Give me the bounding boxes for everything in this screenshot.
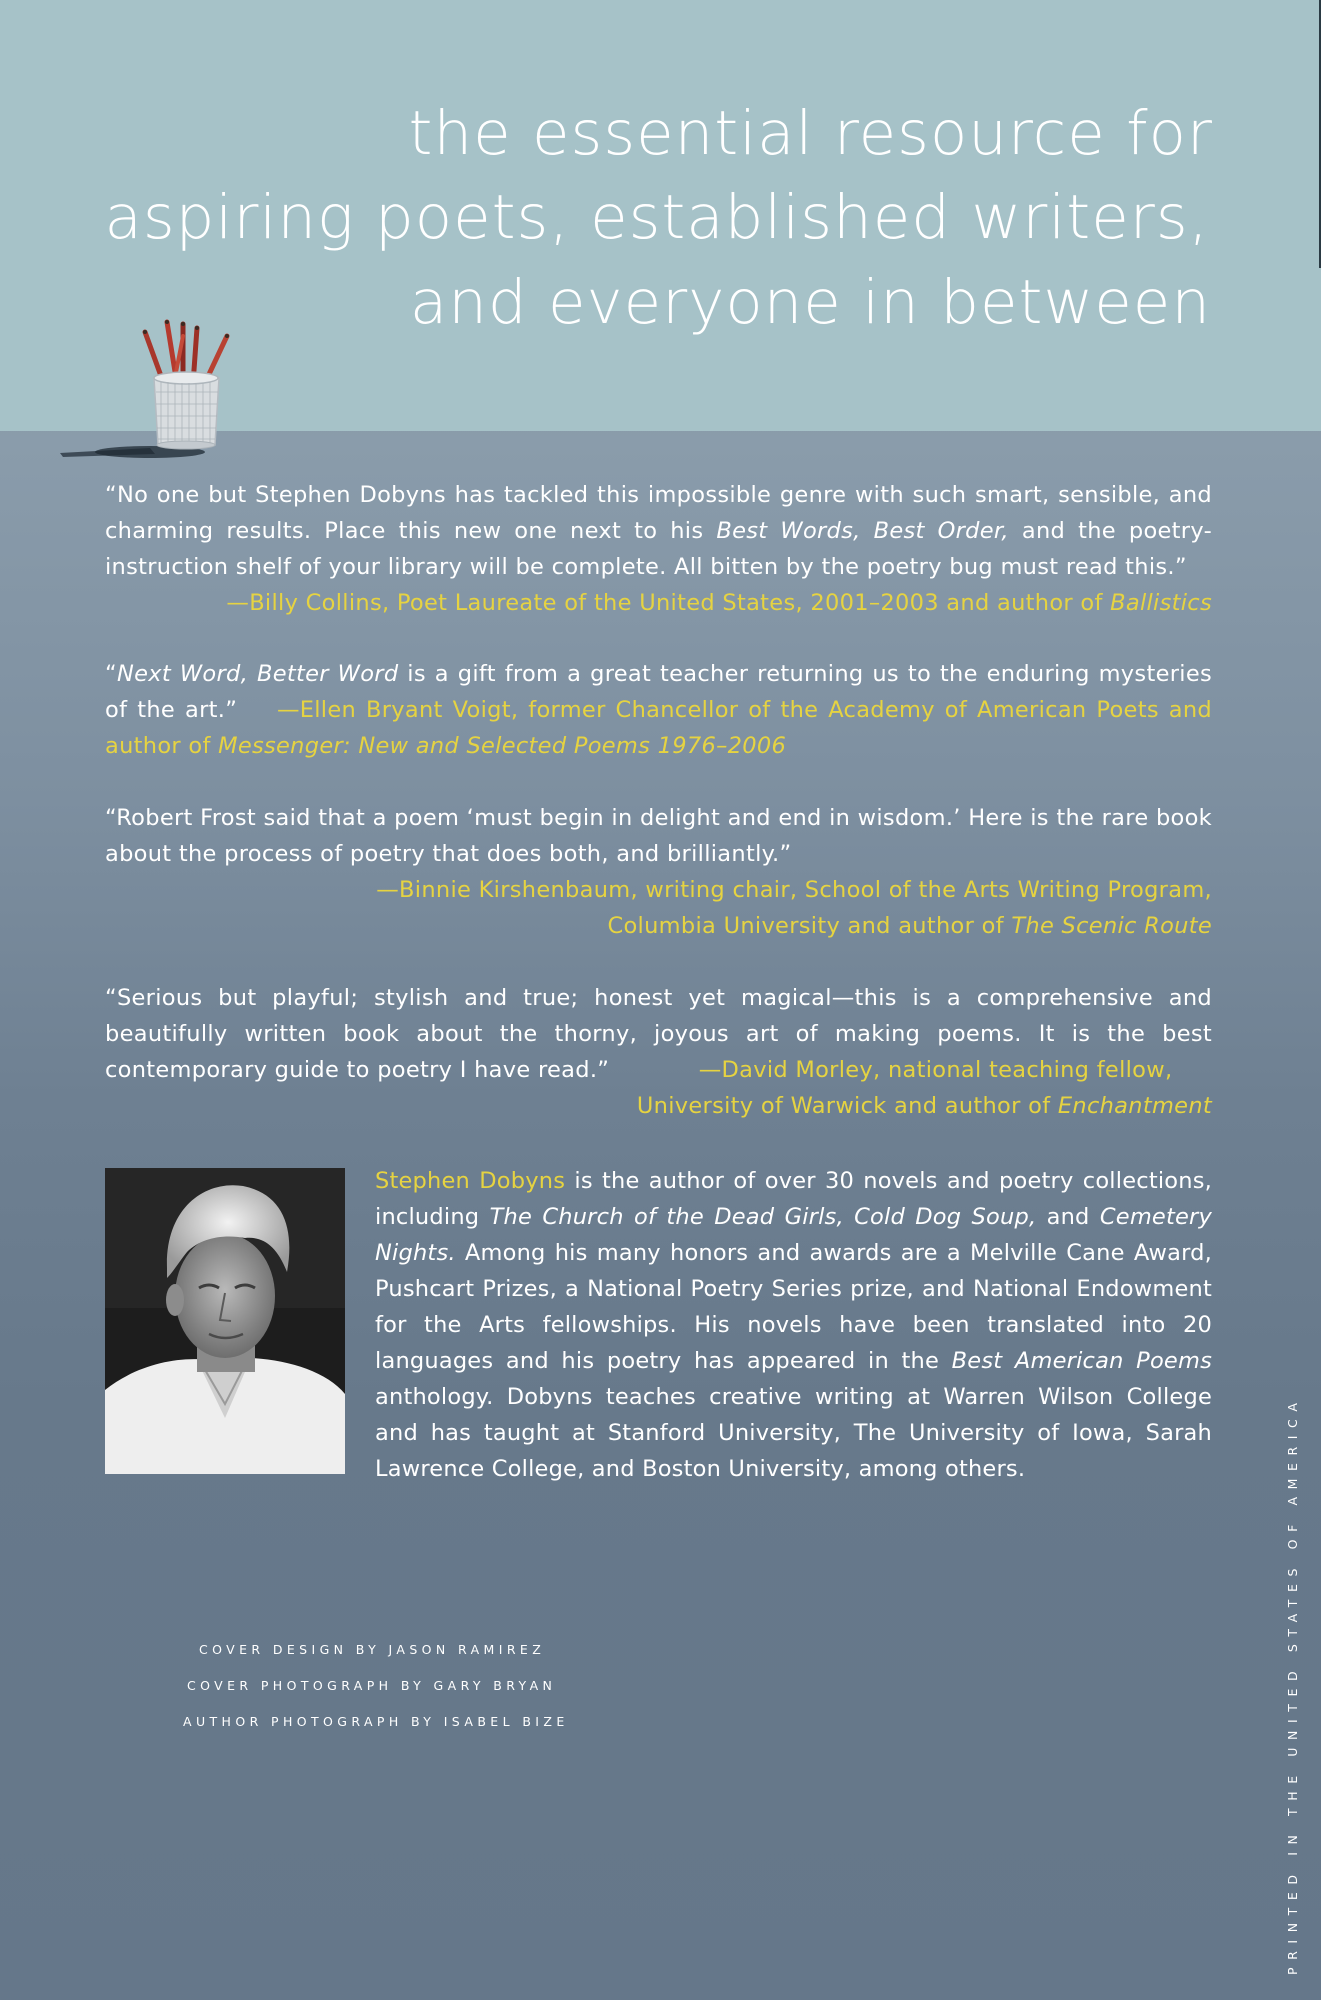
quote-text: “Robert Frost said that a poem ‘must begin in delight and end in wisdom.’ Here is the rare book about the process of poetry that does both, and brilliantly.” (105, 805, 1212, 867)
tagline-line-3: and everyone in between (409, 267, 1211, 338)
quote-book-title: Best Words, Best Order, (716, 518, 1009, 544)
tagline-line-1: the essential resource for (408, 98, 1213, 169)
attribution-text: University of Warwick and author of (636, 1093, 1058, 1119)
quote-attribution-line-2 (105, 908, 1212, 944)
pencil-cup-icon (55, 312, 275, 462)
cover-design-credit: COVER DESIGN BY JASON RAMIREZ (199, 1642, 546, 1657)
attribution-text: —Ellen Bryant Voigt, former Chancellor of the Academy of American Poets and author of (105, 697, 1213, 759)
attribution-text: Columbia University and author of (607, 913, 1012, 939)
bio-book-title: Cemetery Nights. (375, 1204, 1213, 1266)
quote-text: “Serious but playful; stylish and true; honest yet magical—this is a comprehensive and beautifully written book about the thorny, joyous art of making poems. It is the best contemporary guide to poetry I have read.” (105, 985, 1212, 1083)
author-portrait-image (105, 1168, 345, 1474)
author-name: Stephen Dobyns (375, 1168, 566, 1194)
author-photo-credit: AUTHOR PHOTOGRAPH BY ISABEL BIZE (183, 1714, 569, 1729)
quote-attribution-line-1: —Binnie Kirshenbaum, writing chair, School of the Arts Writing Program, (376, 877, 1212, 903)
quote-book-title: Next Word, Better Word (116, 661, 399, 687)
attribution-book-title: Ballistics (1110, 590, 1212, 616)
printed-in-notice: PRINTED IN THE UNITED STATES OF AMERICA (1285, 1395, 1300, 1975)
bio-text: anthology. Dobyns teaches creative writing at Warren Wilson College and has taught at Stanford University, The University of Iowa, Sarah Lawrence College, and Boston University, among others. (375, 1384, 1212, 1482)
attribution-book-title: Messenger: New and Selected Poems 1976–2006 (218, 733, 787, 759)
attribution-text: —Billy Collins, Poet Laureate of the United States, 2001–2003 and author of (226, 590, 1111, 616)
review-quote-4 (105, 980, 1212, 1124)
bio-anthology-title: Best American Poems (951, 1348, 1213, 1374)
quote-attribution-line-2 (105, 1088, 1212, 1124)
cover-photo-credit: COVER PHOTOGRAPH BY GARY BRYAN (187, 1678, 557, 1693)
quote-text: “No one but Stephen Dobyns has tackled this impossible genre with such smart, sensible, and charming results. Place this new one next to his (105, 482, 1212, 544)
attribution-book-title: The Scenic Route (1011, 913, 1212, 939)
bio-text: and (1036, 1204, 1100, 1230)
tagline-line-2: aspiring poets, established writers, (104, 182, 1209, 253)
review-quote-2: “Next Word, Better Word is a gift from a great teacher returning us to the enduring mysteries of the art.” —Ellen Bryant Voigt, former Chancellor of the Academy of American Poets and author of Messenger: New and Selected Poems 1976–2006 (105, 661, 1213, 759)
quote-attribution (105, 697, 1212, 759)
attribution-book-title: Enchantment (1057, 1093, 1212, 1119)
bio-book-titles: The Church of the Dead Girls, Cold Dog Soup, (489, 1204, 1037, 1230)
bio-text: is the author of over 30 novels and poetry collections, including (375, 1168, 1212, 1230)
quote-attribution-line-1: —David Morley, national teaching fellow, (698, 1057, 1173, 1083)
quote-attribution (105, 585, 1212, 621)
author-bio (375, 1163, 1212, 1487)
quote-text: and the poetry-instruction shelf of your library will be complete. All bitten by the poetry bug must read this.” (105, 518, 1212, 580)
review-quote-3 (105, 800, 1212, 944)
quote-text: is a gift from a great teacher returning us to the enduring mysteries of the art.” (105, 661, 1212, 723)
review-quote-1 (105, 477, 1212, 621)
bio-text: Among his many honors and awards are a Melville Cane Award, Pushcart Prizes, a National Poetry Series prize, and National Endowment for the Arts fellowships. His novels have been translated into 20 languages and his poetry has appeared in the (375, 1240, 1212, 1374)
